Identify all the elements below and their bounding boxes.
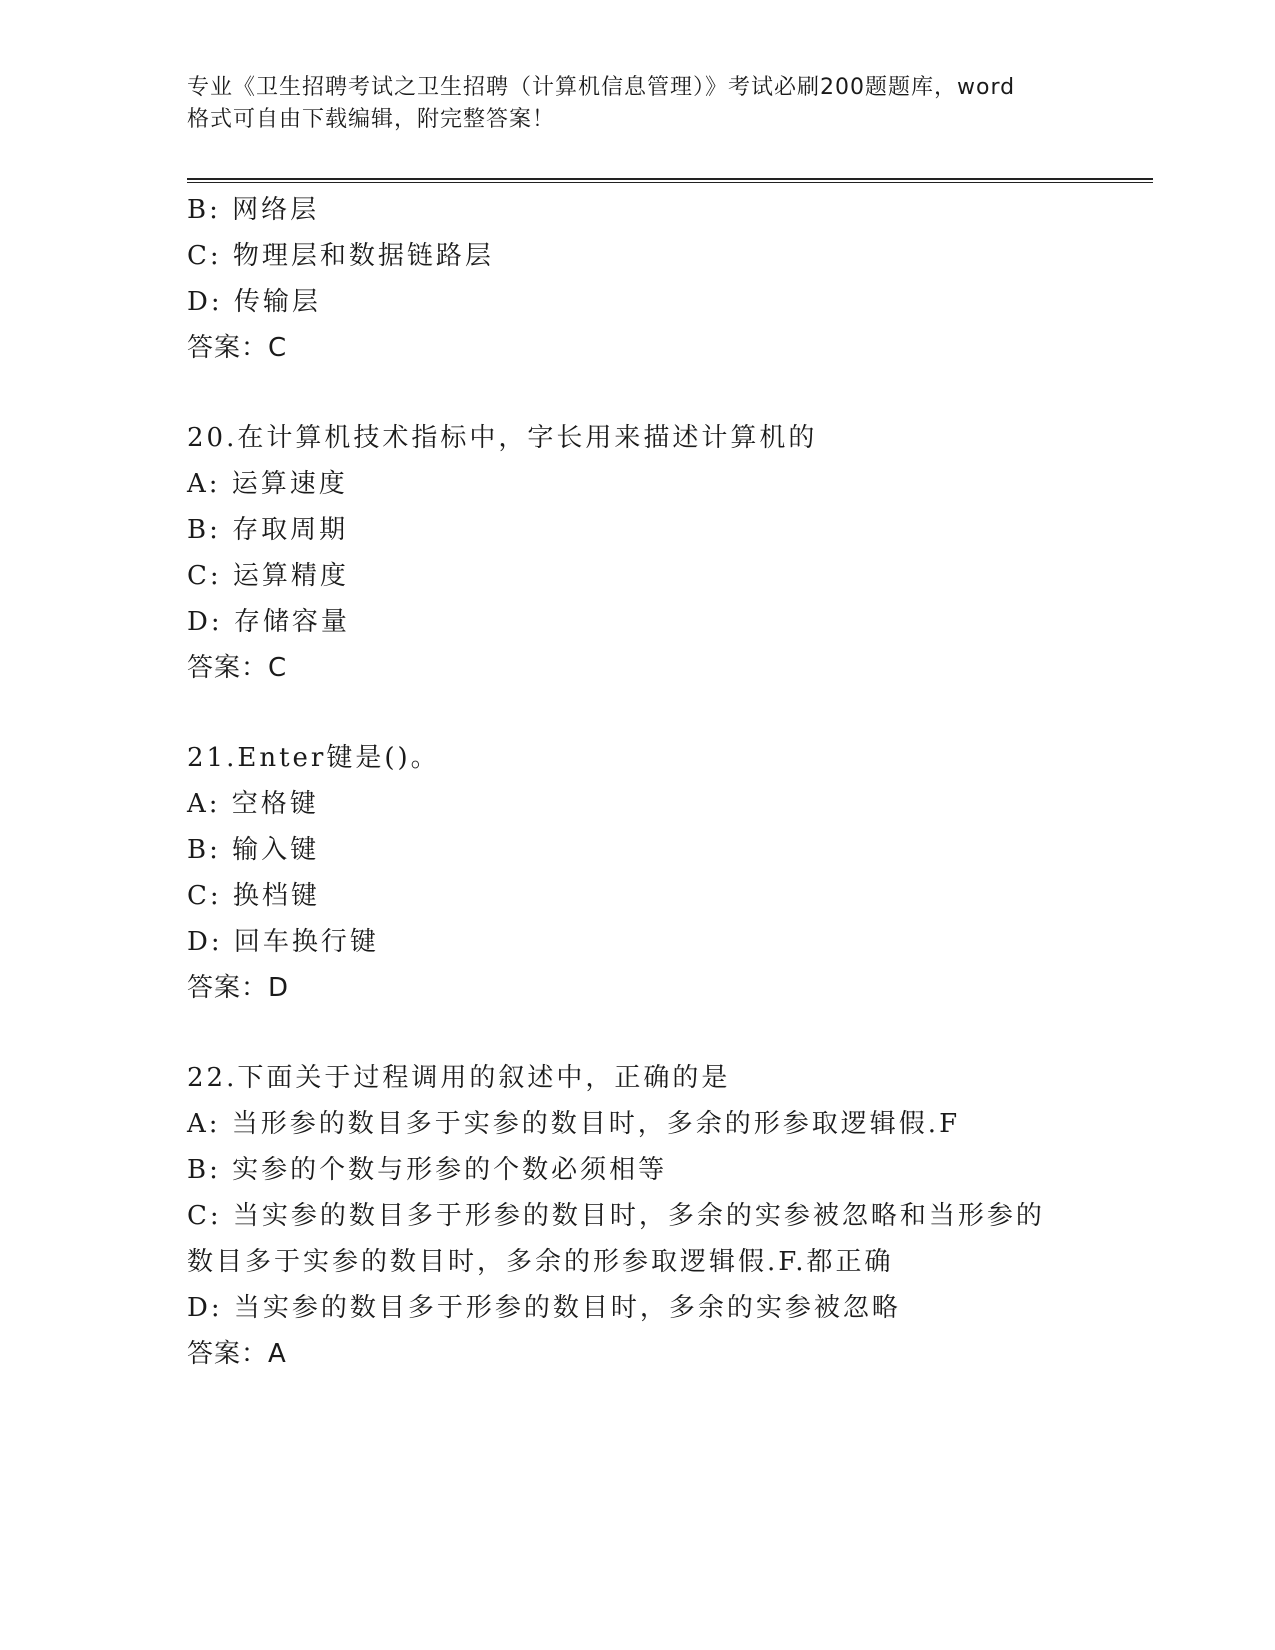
option-b: B: 网络层 bbox=[187, 195, 320, 225]
answer-line: 答案：A bbox=[187, 1339, 287, 1369]
header-title-line-2: 格式可自由下载编辑，附完整答案！ bbox=[187, 107, 556, 132]
option-d: D: 传输层 bbox=[187, 287, 321, 317]
question-block-21 bbox=[187, 735, 1107, 1011]
answer-line: 答案：D bbox=[187, 973, 290, 1003]
header-divider bbox=[187, 178, 1153, 183]
answer-line: 答案：C bbox=[187, 653, 288, 683]
document-header bbox=[187, 72, 1087, 136]
option-c: C: 物理层和数据链路层 bbox=[187, 241, 494, 271]
option-d: D: 存储容量 bbox=[187, 607, 350, 637]
question-block-22 bbox=[187, 1055, 1107, 1377]
question-text: 21.Enter键是()。 bbox=[187, 743, 440, 773]
question-text: 22.下面关于过程调用的叙述中，正确的是 bbox=[187, 1063, 731, 1093]
option-b: B: 实参的个数与形参的个数必须相等 bbox=[187, 1155, 668, 1185]
option-c: C: 当实参的数目多于形参的数目时，多余的实参被忽略和当形参的数目多于实参的数目时，多余的形参取逻辑假.F.都正确 bbox=[187, 1201, 1045, 1277]
option-c: C: 换档键 bbox=[187, 881, 320, 911]
question-list bbox=[187, 187, 1107, 1377]
question-block-20 bbox=[187, 415, 1107, 691]
option-a: A: 运算速度 bbox=[187, 469, 348, 499]
option-c: C: 运算精度 bbox=[187, 561, 349, 591]
option-b: B: 输入键 bbox=[187, 835, 320, 865]
option-a: A: 空格键 bbox=[187, 789, 319, 819]
question-block-19 bbox=[187, 187, 1107, 371]
option-d: D: 回车换行键 bbox=[187, 927, 379, 957]
option-b: B: 存取周期 bbox=[187, 515, 349, 545]
option-a: A: 当形参的数目多于实参的数目时，多余的形参取逻辑假.F bbox=[187, 1109, 961, 1139]
answer-line: 答案：C bbox=[187, 333, 288, 363]
header-title-line-1: 专业《卫生招聘考试之卫生招聘（计算机信息管理）》考试必刷200题题库，word bbox=[187, 75, 1016, 100]
option-d: D: 当实参的数目多于形参的数目时，多余的实参被忽略 bbox=[187, 1293, 901, 1323]
question-text: 20.在计算机技术指标中，字长用来描述计算机的 bbox=[187, 423, 818, 453]
